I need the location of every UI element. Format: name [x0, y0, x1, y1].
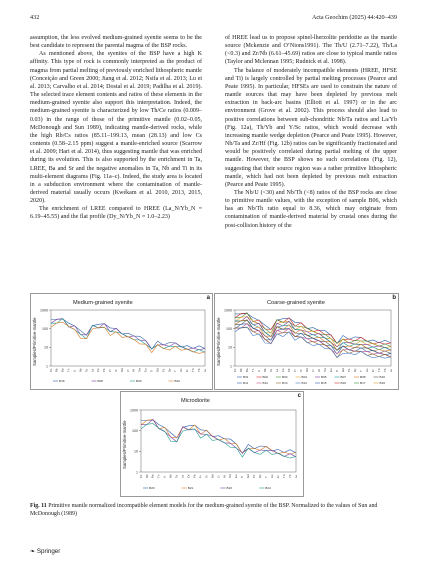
element-label: Hf — [131, 369, 136, 372]
element-label: Pb — [102, 368, 107, 372]
element-label: Pb — [286, 368, 291, 372]
element-label: Sm — [322, 367, 327, 372]
element-label: Ho — [179, 368, 184, 372]
panel-a — [30, 293, 213, 390]
element-label: La — [274, 368, 279, 372]
y-tick-label: 1 — [230, 364, 232, 369]
legend-label: B20 — [149, 486, 155, 490]
y-axis-label: Samples/Primitive mantle — [216, 317, 221, 366]
element-label: Ho — [364, 368, 369, 372]
legend-label: B14 — [301, 381, 308, 385]
legend-label: B11 — [243, 381, 249, 385]
element-label: Tm — [190, 367, 195, 372]
series-line — [235, 313, 391, 344]
panel-letter: b — [392, 295, 396, 301]
element-label: Ba — [244, 368, 249, 372]
element-label: Ta — [84, 369, 89, 372]
element-label: Ta — [174, 475, 179, 478]
series-line — [51, 319, 205, 349]
element-label: Th — [66, 368, 71, 372]
figure-11 — [30, 293, 397, 498]
element-label: Nb — [78, 368, 83, 372]
legend-label: B06 — [97, 379, 104, 383]
y-tick-label: 10 — [228, 345, 232, 350]
element-label: Cs — [138, 474, 143, 478]
element-label: U — [72, 369, 77, 372]
legend-label: B13 — [282, 381, 288, 385]
element-label: Cs — [48, 368, 53, 372]
legend-label: B18 — [59, 379, 65, 383]
page-number: 432 — [30, 14, 40, 21]
y-tick-label: 1000 — [40, 308, 48, 313]
caption-label: Fig. 11 — [30, 503, 47, 509]
element-label: Rb — [238, 368, 243, 372]
spider-plot-b — [215, 294, 398, 389]
element-label: Tb — [346, 368, 351, 372]
series-line — [235, 320, 391, 351]
y-tick-label: 1 — [136, 470, 138, 475]
legend-label: B19 — [379, 381, 386, 385]
y-tick-label: 10 — [44, 345, 48, 350]
element-label: Y — [263, 476, 268, 478]
legend-label: B08 — [360, 375, 366, 379]
element-label: Zr — [125, 369, 130, 372]
element-label: Gd — [155, 368, 160, 372]
legend-label: B02 — [262, 375, 269, 379]
element-label: Sr — [298, 369, 303, 372]
element-label: Yb — [196, 368, 201, 372]
paragraph: The balance of moderately incompatible elements (HREE, HFSE and Ti) is largely controlled by partial melting processes (Pearce and Peate 1995). In particular, HFSEs are used to constrain the nature of mantle sources that may have been depleted by previous melt extraction in back-arc basins (Elliott et al. 1997) or in the arc environment (Grove et al. 2002). This process should also lead to positive correlations between sub-chondritic Nb/Ta ratios and La/Yb (Fig. 12a), Th/Yb and Y/Sc ratios, which would decrease with increasing mantle wedge depletion (Pearce and Peate 1995). However, Nb/Ta and Zr/Hf (Fig. 12b) ratios can be significantly fractionated and would be positively correlated during partial melting of the upper mantle. However, the BSP shows no such correlations (Fig. 12), suggesting that their source region was a rather primitive lithospheric mantle, which had not been depleted by previous melt extraction (Pearce and Peate 1995). — [225, 67, 397, 188]
element-label: Eu — [328, 368, 333, 372]
series-line — [51, 319, 205, 350]
panel-title: Microdiorite — [181, 398, 210, 404]
series-line — [141, 424, 296, 459]
y-tick-label: 1000 — [224, 308, 232, 313]
series-line — [235, 317, 391, 348]
element-label: Er — [275, 475, 280, 478]
element-label: Zr — [310, 369, 315, 372]
caption-text: Primitive mantle normalized incompatible element models for the medium-grained syenite of the BSP. Normalized to the values of Sun and McDonough (1989) — [30, 503, 378, 517]
element-label: Nd — [304, 368, 309, 372]
element-label: Yb — [287, 474, 292, 478]
legend-label: B21 — [187, 486, 194, 490]
element-label: Yb — [382, 368, 387, 372]
element-label: Tb — [161, 368, 166, 372]
element-label: Dy — [352, 368, 357, 372]
legend-label: B23 — [226, 486, 233, 490]
element-label: Hf — [222, 475, 227, 478]
y-tick-label: 1 — [46, 364, 48, 369]
element-label: Tb — [252, 474, 257, 478]
element-label: Nb — [262, 368, 267, 372]
panel-b — [214, 293, 399, 390]
element-label: U — [162, 475, 167, 478]
element-label: Ba — [60, 368, 65, 372]
element-label: Y — [358, 370, 363, 372]
element-label: Er — [185, 369, 190, 372]
plot-frame — [51, 310, 205, 366]
legend-label: B16 — [340, 381, 347, 385]
y-tick-label: 100 — [132, 429, 138, 434]
legend-label: B10 — [379, 375, 386, 379]
element-label: La — [90, 368, 95, 372]
spider-plot-a — [31, 294, 212, 389]
right-text-column — [225, 34, 397, 230]
figure-caption — [30, 503, 397, 519]
element-label: Ce — [186, 474, 191, 478]
element-label: Sm — [137, 367, 142, 372]
y-tick-label: 10 — [134, 449, 138, 454]
legend-label: B05 — [321, 375, 327, 379]
element-label: Ta — [268, 369, 273, 372]
element-label: Th — [250, 368, 255, 372]
element-label: Gd — [246, 474, 251, 478]
legend-label: B17 — [360, 381, 366, 385]
legend-label: B07 — [340, 375, 347, 379]
element-label: La — [180, 474, 185, 478]
element-label: Ce — [96, 368, 101, 372]
series-line — [235, 327, 391, 357]
element-label: Ti — [334, 369, 339, 372]
element-label: Ho — [269, 474, 274, 478]
paragraph: The Nb/U (<30) and Nb/Th (<8) ratios of the BSP rocks are close to primitive mantle values, with the exception of sample B06, which has an Nb/Th ratio equal to 8.36, which may originate from contamination of mantle-derived material by crustal ones during the post-collision history of the — [225, 189, 397, 229]
paragraph: of HREE lead us to propose spinel-lherzolite peridotite as the mantle source (Mckenzie and O’Nions1991). The Th/U (2.71–7.22), Th/La (<0.3) and Zr/Nb (6.61–45.69) ratios are close to typical mantle ratios (Taylor and Mclennan 1995; Rudnick et al. 1998). — [225, 35, 397, 66]
element-label: Dy — [167, 368, 172, 372]
legend-label: B22 — [174, 379, 181, 383]
element-label: Eu — [234, 474, 239, 478]
element-label: Sr — [113, 369, 118, 372]
element-label: Lu — [202, 368, 207, 372]
series-line — [141, 420, 296, 454]
legend-label: B03 — [282, 375, 288, 379]
legend-label: B24 — [265, 486, 271, 490]
legend-label: B01 — [243, 375, 249, 379]
element-label: Nd — [119, 368, 124, 372]
journal-reference: Acta Geochim (2025) 44:420–439 — [311, 14, 397, 21]
element-label: Ba — [150, 474, 155, 478]
y-axis-label: Samples/Primitive mantle — [122, 420, 127, 469]
element-label: Y — [173, 370, 178, 372]
paragraph: The enrichment of LREE compared to HREE (La_N/Yb_N = 6.19–45.55) and the flat profile (Dy_N/Yb_N = 1.0–2.23) — [30, 206, 202, 221]
element-label: Lu — [293, 474, 298, 478]
series-line — [235, 324, 391, 355]
plot-frame — [141, 410, 296, 472]
element-label: Nb — [168, 474, 173, 478]
y-tick-label: 100 — [226, 327, 232, 332]
legend-label: B12 — [262, 381, 269, 385]
series-line — [235, 316, 391, 350]
element-label: Rb — [144, 474, 149, 478]
y-tick-label: 1000 — [130, 408, 138, 413]
paragraph: assumption, the less evolved medium-grained syenite seems to be the best candidate to represent the parental magma of the BSP rocks. — [30, 35, 202, 50]
element-label: Hf — [316, 369, 321, 372]
series-line — [235, 320, 391, 350]
element-label: Lu — [388, 368, 393, 372]
element-label: Nd — [210, 474, 215, 478]
element-label: Pr — [108, 369, 113, 372]
element-label: Tm — [376, 367, 381, 372]
series-line — [141, 420, 296, 454]
panel-title: Coarse-grained syenite — [267, 300, 325, 306]
series-line — [235, 323, 391, 357]
legend-label: B04 — [301, 375, 308, 379]
element-label: Ce — [280, 368, 285, 372]
spider-plot-c — [121, 392, 303, 496]
element-label: U — [256, 369, 261, 372]
element-label: Rb — [54, 368, 59, 372]
page-header — [30, 14, 397, 24]
element-label: Sm — [228, 473, 233, 478]
element-label: Ti — [240, 475, 245, 478]
element-label: Gd — [340, 368, 345, 372]
legend-label: B09 — [136, 379, 142, 383]
panel-c — [120, 391, 304, 497]
series-line — [51, 322, 205, 353]
element-label: Pb — [192, 474, 197, 478]
element-label: Dy — [258, 474, 263, 478]
element-label: Ti — [149, 369, 154, 372]
element-label: Tm — [281, 473, 286, 478]
left-text-column — [30, 34, 202, 222]
publisher-logo — [30, 548, 60, 555]
element-label: Pr — [198, 475, 203, 478]
element-label: Sr — [204, 475, 209, 478]
springer-icon: ❧ — [30, 548, 36, 555]
panel-title: Medium-grained syenite — [73, 300, 133, 306]
element-label: Eu — [143, 368, 148, 372]
element-label: Er — [370, 369, 375, 372]
y-axis-label: Samples/Primitive mantle — [32, 317, 37, 366]
element-label: Cs — [232, 368, 237, 372]
element-label: Zr — [216, 475, 221, 478]
paragraph: As mentioned above, the syenites of the BSP have a high K affinity. This type of rock is commonly interpreted as the product of magma from partial melting of previously enriched lithospheric mantle (Conceição and Green 2000; Jiang et al. 2012; Nsifa et al. 2013; Lu et al. 2013; Carvalho et al. 2014; Dostal et al. 2019; Padilha et al. 2019). The selected trace element contents and ratios of these elements in the medium-grained syenite also support this interpretation. Indeed, the medium-grained syenite is characterized by low Th/Ce ratios (0.009–0.03) in the range of those of the primitive mantle (0.02–0.05, McDonough and Sun 1989), indicating mantle-derived rocks, while the high Rb/Cs ratios (85.11–199.13, mean (28.13) and low Cs contents (0.58–2.15 ppm) suggest a mantle-enriched source (Scarrow et al. 2009; Hari et al. 2014), thus suggesting mantle that was enriched during its evolution. This is also supported by the enrichment in Ta, LREE, Ba and Sr and the negative anomalies in Ta, Nb and Ti in its multi-element diagrams (Fig. 11a–c). Indeed, the study area is located in a subduction environment where the contamination of mantle-derived material usually occurs (Kwékam et al. 2010, 2013, 2015, 2020). — [30, 51, 202, 205]
panel-letter: a — [206, 295, 210, 301]
panel-letter: c — [297, 393, 301, 399]
y-tick-label: 100 — [42, 327, 48, 332]
publisher-name: Springer — [36, 548, 61, 555]
element-label: Th — [156, 474, 161, 478]
element-label: Pr — [292, 369, 297, 372]
legend-label: B15 — [321, 381, 327, 385]
series-line — [235, 313, 391, 343]
